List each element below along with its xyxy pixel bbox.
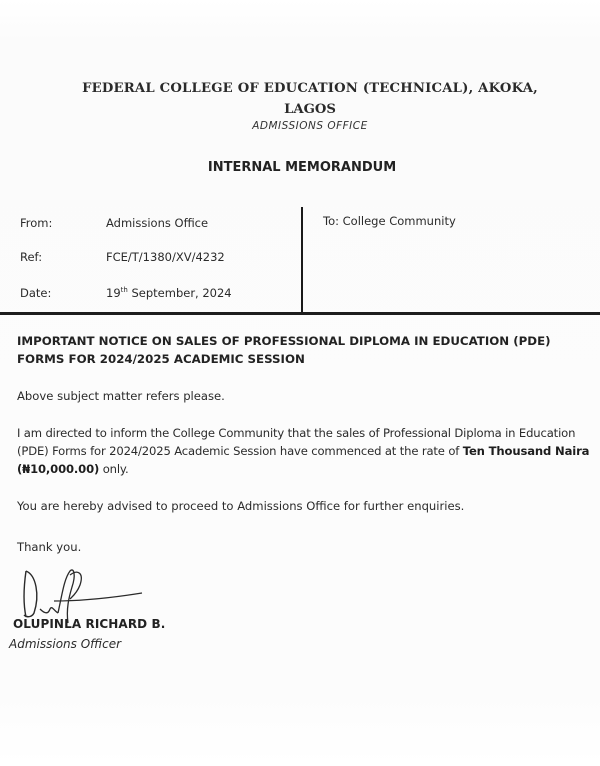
date-label: Date:: [20, 286, 52, 300]
date-value: [106, 286, 232, 300]
to-recipient: To: College Community: [323, 214, 456, 228]
signatory-title: Admissions Officer: [9, 637, 122, 651]
signature-icon: [14, 565, 154, 625]
paragraph-advice: You are hereby advised to proceed to Admissions Office for further enquiries.: [17, 499, 465, 513]
fee-amount: Ten Thousand Naira (₦10,000.00): [17, 444, 590, 476]
vertical-divider: [301, 207, 303, 314]
memo-info-table: [0, 205, 600, 315]
paragraph-announcement: [17, 424, 600, 478]
subject-heading: IMPORTANT NOTICE ON SALES OF PROFESSIONAL DIPLOMA IN EDUCATION (PDE) FORMS FOR 2024/2025 ACADEMIC SESSION: [17, 334, 551, 366]
date-day: 19: [106, 286, 121, 300]
memo-title: INTERNAL MEMORANDUM: [207, 160, 397, 175]
from-value: Admissions Office: [106, 216, 209, 230]
date-suffix: th: [120, 286, 128, 294]
ref-label: Ref:: [20, 250, 43, 264]
closing-thanks: Thank you.: [17, 540, 82, 554]
announcement-tail: only.: [99, 462, 129, 476]
from-label: From:: [20, 216, 53, 230]
ref-value: FCE/T/1380/XV/4232: [106, 250, 225, 264]
paragraph-reference: Above subject matter refers please.: [17, 389, 225, 403]
announcement-text: I am directed to inform the College Community that the sales of Professional Diploma in Education (PDE) Forms for 2024/2025 Academic Session have commenced at the rate of: [17, 426, 576, 458]
letterhead: [0, 80, 600, 133]
date-rest: September, 2024: [127, 286, 232, 300]
horizontal-rule: [0, 312, 600, 315]
college-name: FEDERAL COLLEGE OF EDUCATION (TECHNICAL), AKOKA,: [82, 81, 538, 96]
office-name: ADMISSIONS OFFICE: [252, 120, 368, 132]
signatory-name: OLUPINLA RICHARD B.: [13, 617, 166, 631]
college-city: LAGOS: [284, 102, 336, 117]
